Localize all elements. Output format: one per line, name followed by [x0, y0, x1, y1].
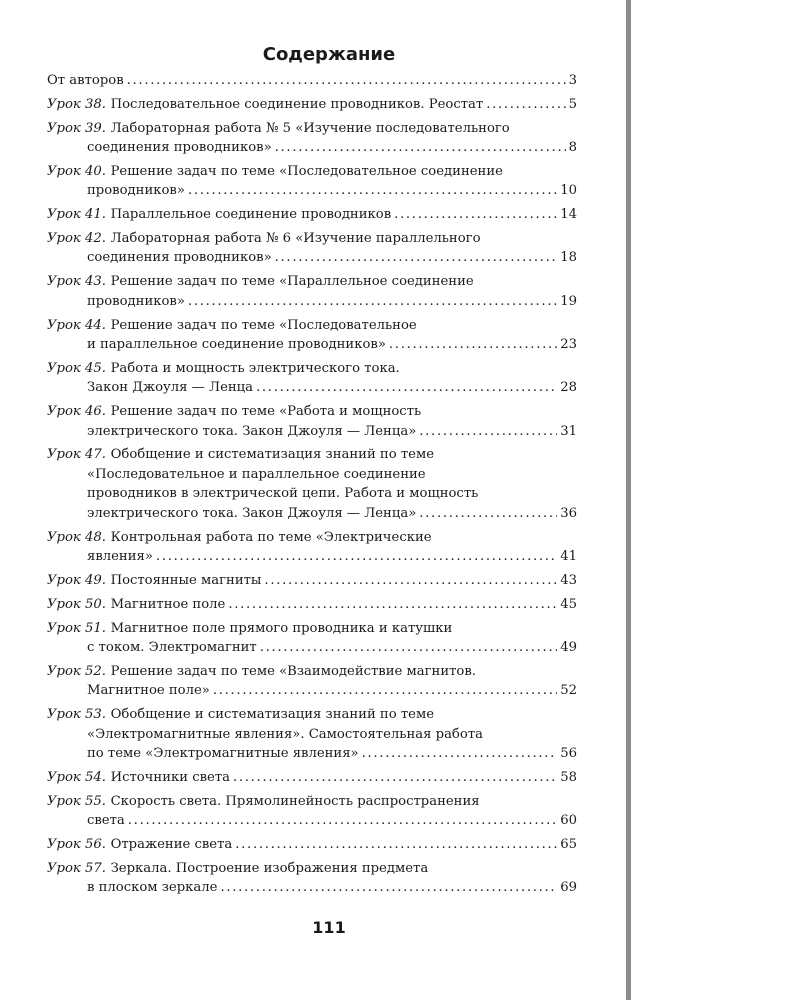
- toc-page-number: 8: [568, 140, 577, 156]
- toc-entry-title: электрического тока. Закон Джоуля — Ленца»: [87, 423, 417, 439]
- page-title: Содержание: [262, 44, 396, 65]
- dot-leader: [264, 571, 557, 591]
- toc-entry: [47, 402, 577, 441]
- toc-entry-line: [47, 378, 577, 398]
- toc-entry: [47, 71, 577, 91]
- toc-entry-line: [47, 335, 577, 355]
- toc-entry-line: [47, 292, 577, 312]
- toc-entry: [47, 205, 577, 225]
- toc-lesson-label: Урок 40.: [47, 163, 106, 179]
- toc-entry: [47, 835, 577, 855]
- dot-leader: [213, 681, 557, 701]
- toc-entry: [47, 95, 577, 115]
- toc-entry: [47, 528, 577, 567]
- toc-lesson-label: Урок 51.: [47, 620, 106, 636]
- toc-entry-title: Лабораторная работа № 6 «Изучение параллельного: [110, 230, 481, 246]
- toc-entry-line: [47, 835, 577, 855]
- dot-leader: [260, 638, 557, 658]
- toc-page-number: 5: [568, 96, 577, 112]
- toc-lesson-label: Урок 55.: [47, 793, 106, 809]
- dot-leader: [256, 378, 557, 398]
- toc-page-number: 56: [560, 746, 577, 762]
- toc-entry-line: [47, 402, 577, 422]
- dot-leader: [235, 835, 557, 855]
- toc-lesson-label: Урок 38.: [47, 96, 106, 112]
- toc-page-number: 14: [560, 207, 577, 223]
- dot-leader: [233, 768, 557, 788]
- toc-entry-title: соединения проводников»: [87, 140, 272, 156]
- table-of-contents: [47, 71, 577, 902]
- toc-entry-title: Отражение света: [110, 837, 233, 853]
- dot-leader: [419, 422, 557, 442]
- toc-entry-title: проводников»: [87, 293, 185, 309]
- toc-lesson-label: Урок 57.: [47, 860, 106, 876]
- toc-lesson-label: Урок 39.: [47, 120, 106, 136]
- toc-entry-title: соединения проводников»: [87, 250, 272, 266]
- toc-entry-line: [47, 638, 577, 658]
- toc-entry-line: [47, 619, 577, 639]
- toc-entry: [47, 619, 577, 658]
- page-gutter-divider: [626, 0, 631, 1000]
- toc-entry: [47, 571, 577, 591]
- toc-page-number: 18: [560, 250, 577, 266]
- toc-entry-title: Магнитное поле»: [87, 683, 210, 699]
- dot-leader: [188, 292, 557, 312]
- toc-entry: [47, 162, 577, 201]
- toc-entry-title: электрического тока. Закон Джоуля — Ленца»: [87, 505, 417, 521]
- toc-entry-title: явления»: [87, 549, 153, 565]
- toc-entry-title: Закон Джоуля — Ленца: [87, 380, 254, 396]
- toc-page-number: 23: [560, 337, 577, 353]
- toc-entry: [47, 662, 577, 701]
- toc-entry-title: Работа и мощность электрического тока.: [110, 360, 400, 376]
- toc-entry-line: [47, 571, 577, 591]
- toc-entry-line: [47, 744, 577, 764]
- toc-entry-line: [47, 465, 577, 485]
- toc-entry-title: Решение задач по теме «Параллельное соединение: [110, 274, 474, 290]
- toc-page-number: 58: [560, 770, 577, 786]
- toc-entry-title: Источники света: [110, 770, 230, 786]
- toc-lesson-label: Урок 46.: [47, 404, 106, 420]
- toc-page-number: 31: [560, 423, 577, 439]
- toc-entry-line: [47, 681, 577, 701]
- toc-page-number: 65: [560, 837, 577, 853]
- toc-entry-title: проводников»: [87, 183, 185, 199]
- dot-leader: [486, 95, 565, 115]
- toc-page-number: 60: [560, 813, 577, 829]
- toc-entry-line: [47, 445, 577, 465]
- toc-page-number: 41: [560, 549, 577, 565]
- toc-entry-line: [47, 504, 577, 524]
- toc-entry-line: [47, 205, 577, 225]
- toc-page-number: 3: [568, 73, 577, 88]
- toc-lesson-label: Урок 47.: [47, 447, 106, 463]
- toc-entry-title: Решение задач по теме «Последовательное соединение: [110, 163, 503, 179]
- toc-page-number: 52: [560, 683, 577, 699]
- toc-lesson-label: Урок 56.: [47, 837, 106, 853]
- toc-entry: [47, 705, 577, 764]
- toc-entry-title: Решение задач по теме «Последовательное: [110, 317, 417, 333]
- toc-entry-line: [47, 595, 577, 615]
- toc-entry-line: [47, 138, 577, 158]
- toc-entry-title: по теме «Электромагнитные явления»: [87, 746, 359, 762]
- toc-lesson-label: Урок 54.: [47, 770, 106, 786]
- toc-entry-title: Обобщение и систематизация знаний по теме: [110, 707, 435, 723]
- toc-entry: [47, 316, 577, 355]
- toc-entry-title: Решение задач по теме «Работа и мощность: [110, 404, 422, 420]
- dot-leader: [419, 504, 557, 524]
- dot-leader: [128, 811, 557, 831]
- page-number: 111: [312, 918, 346, 937]
- toc-entry: [47, 445, 577, 523]
- toc-entry-line: [47, 725, 577, 745]
- toc-entry-title: Лабораторная работа № 5 «Изучение последовательного: [110, 120, 510, 136]
- toc-entry-title: с током. Электромагнит: [87, 640, 257, 656]
- toc-entry-line: [47, 119, 577, 139]
- dot-leader: [127, 71, 566, 91]
- dot-leader: [275, 248, 558, 268]
- toc-entry: [47, 272, 577, 311]
- toc-page-number: 49: [560, 640, 577, 656]
- toc-entry-title: От авторов: [47, 73, 124, 88]
- toc-entry-line: [47, 71, 577, 91]
- toc-entry-line: [47, 162, 577, 182]
- toc-page-number: 28: [560, 380, 577, 396]
- toc-entry-line: [47, 878, 577, 898]
- toc-entry-line: [47, 811, 577, 831]
- toc-entry-line: [47, 359, 577, 379]
- toc-lesson-label: Урок 41.: [47, 207, 106, 223]
- toc-lesson-label: Урок 42.: [47, 230, 106, 246]
- dot-leader: [275, 138, 566, 158]
- dot-leader: [389, 335, 557, 355]
- toc-entry: [47, 595, 577, 615]
- toc-entry-line: [47, 316, 577, 336]
- toc-entry-title: Последовательное соединение проводников. Реостат: [110, 96, 484, 112]
- toc-entry: [47, 119, 577, 158]
- toc-lesson-label: Урок 52.: [47, 663, 106, 679]
- toc-page-number: 69: [560, 880, 577, 896]
- toc-entry-line: [47, 859, 577, 879]
- toc-entry: [47, 359, 577, 398]
- dot-leader: [362, 744, 558, 764]
- toc-entry-title: Скорость света. Прямолинейность распространения: [110, 793, 480, 809]
- toc-page-number: 36: [560, 505, 577, 521]
- toc-entry-line: [47, 547, 577, 567]
- toc-entry-title: в плоском зеркале: [87, 880, 218, 896]
- toc-entry-title: Обобщение и систематизация знаний по теме: [110, 447, 435, 463]
- toc-page-number: 45: [560, 596, 577, 612]
- toc-entry-title: Постоянные магниты: [110, 573, 262, 589]
- dot-leader: [220, 878, 557, 898]
- toc-entry-title: «Электромагнитные явления». Самостоятельная работа: [87, 726, 483, 742]
- toc-entry-line: [47, 272, 577, 292]
- dot-leader: [156, 547, 557, 567]
- toc-entry-line: [47, 705, 577, 725]
- toc-lesson-label: Урок 44.: [47, 317, 106, 333]
- toc-entry-title: Зеркала. Построение изображения предмета: [110, 860, 429, 876]
- toc-entry-title: Параллельное соединение проводников: [110, 207, 392, 223]
- toc-entry-line: [47, 422, 577, 442]
- toc-entry: [47, 859, 577, 898]
- toc-entry-title: Магнитное поле: [110, 596, 226, 612]
- dot-leader: [188, 181, 557, 201]
- toc-lesson-label: Урок 53.: [47, 707, 106, 723]
- dot-leader: [228, 595, 557, 615]
- toc-entry-line: [47, 484, 577, 504]
- toc-lesson-label: Урок 50.: [47, 596, 106, 612]
- toc-lesson-label: Урок 49.: [47, 573, 106, 589]
- toc-entry-title: проводников в электрической цепи. Работа и мощность: [87, 486, 479, 502]
- toc-entry-line: [47, 792, 577, 812]
- toc-entry-line: [47, 248, 577, 268]
- toc-page-number: 43: [560, 573, 577, 589]
- toc-entry-line: [47, 181, 577, 201]
- toc-entry-line: [47, 528, 577, 548]
- toc-lesson-label: Урок 45.: [47, 360, 106, 376]
- toc-entry-title: Контрольная работа по теме «Электрические: [110, 529, 432, 545]
- dot-leader: [394, 205, 557, 225]
- toc-entry-title: Магнитное поле прямого проводника и катушки: [110, 620, 453, 636]
- toc-entry-title: и параллельное соединение проводников»: [87, 337, 386, 353]
- toc-entry-title: «Последовательное и параллельное соединение: [87, 466, 426, 482]
- toc-entry-title: света: [87, 813, 125, 829]
- toc-entry: [47, 768, 577, 788]
- toc-entry-title: Решение задач по теме «Взаимодействие магнитов.: [110, 663, 476, 679]
- toc-entry: [47, 792, 577, 831]
- toc-entry-line: [47, 229, 577, 249]
- toc-entry-line: [47, 95, 577, 115]
- toc-page-number: 10: [560, 183, 577, 199]
- toc-page-number: 19: [560, 293, 577, 309]
- toc-entry: [47, 229, 577, 268]
- toc-lesson-label: Урок 43.: [47, 274, 106, 290]
- toc-entry-line: [47, 768, 577, 788]
- toc-entry-line: [47, 662, 577, 682]
- toc-lesson-label: Урок 48.: [47, 529, 106, 545]
